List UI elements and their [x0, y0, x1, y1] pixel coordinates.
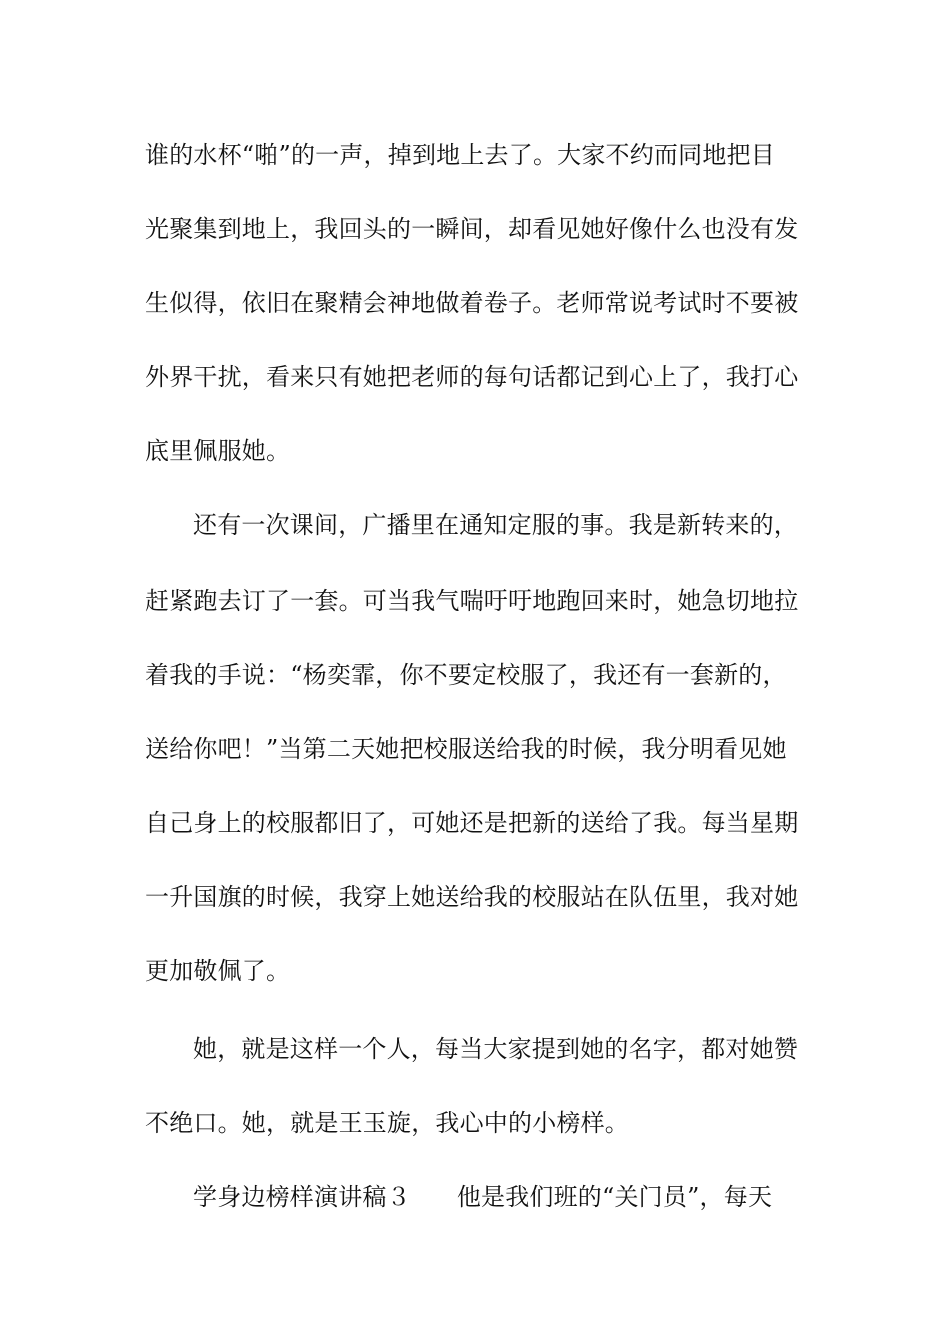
text-line — [193, 1182, 873, 1212]
section-heading: 学身边榜样演讲稿３ — [193, 1183, 411, 1211]
text-line: 生似得，依旧在聚精会神地做着卷子。老师常说考试时不要被 — [145, 289, 799, 317]
text-line: 一升国旗的时候，我穿上她送给我的校服站在队伍里，我对她 — [145, 883, 799, 911]
text-line: 更加敬佩了。 — [145, 957, 291, 985]
text-line: 送给你吧！”当第二天她把校服送给我的时候，我分明看见她 — [145, 735, 787, 763]
text-line: 自己身上的校服都旧了，可她还是把新的送给了我。每当星期 — [145, 809, 799, 837]
text-continuation: 他是我们班的“关门员”，每天 — [456, 1183, 773, 1211]
text-line: 底里佩服她。 — [145, 437, 291, 465]
text-line: 她，就是这样一个人，每当大家提到她的名字，都对她赞 — [193, 1035, 798, 1063]
text-line: 不绝口。她，就是王玉旋，我心中的小榜样。 — [145, 1109, 629, 1137]
text-line: 外界干扰，看来只有她把老师的每句话都记到心上了，我打心 — [145, 363, 799, 391]
text-line: 谁的水杯“啪”的一声，掉到地上去了。大家不约而同地把目 — [145, 141, 775, 169]
text-line: 还有一次课间，广播里在通知定服的事。我是新转来的， — [193, 511, 798, 539]
text-line: 着我的手说：“杨奕霏，你不要定校服了，我还有一套新的， — [145, 661, 787, 689]
text-line: 光聚集到地上，我回头的一瞬间，却看见她好像什么也没有发 — [145, 215, 799, 243]
text-line: 赶紧跑去订了一套。可当我气喘吁吁地跑回来时，她急切地拉 — [145, 587, 799, 615]
